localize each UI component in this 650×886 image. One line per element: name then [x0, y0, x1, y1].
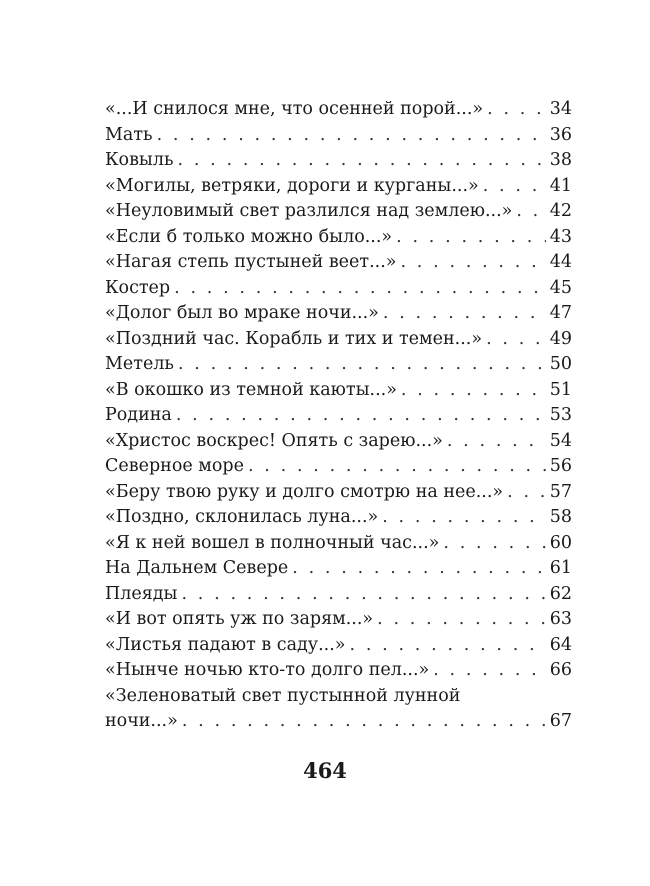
- toc-entry-page: 54: [549, 430, 572, 451]
- toc-entry-page: 41: [549, 175, 572, 196]
- toc-entry: [105, 658, 572, 684]
- toc-entry-page: 62: [549, 583, 572, 604]
- toc-entry: [105, 301, 572, 327]
- toc-entry: [105, 352, 572, 378]
- toc-entry: [105, 531, 572, 557]
- toc-entry: [105, 97, 572, 123]
- toc-leader-dots: [507, 480, 546, 506]
- toc-leader-dots: [157, 123, 546, 149]
- toc-entry-page: 49: [549, 328, 572, 349]
- toc-entry-page: 47: [549, 303, 572, 323]
- toc-leader-dots: [292, 556, 545, 582]
- toc-entry: [105, 225, 572, 251]
- toc-entry-page: 67: [549, 711, 572, 731]
- toc-entry: [105, 633, 572, 659]
- toc-entry-title: На Дальнем Севере: [105, 558, 289, 578]
- toc-entry-page: 42: [549, 201, 572, 221]
- toc-entry: [105, 556, 572, 582]
- toc-leader-dots: [400, 250, 545, 276]
- toc-entry: [105, 403, 572, 429]
- toc-entry: [105, 505, 572, 531]
- toc-leader-dots: [487, 97, 546, 123]
- toc-entry-page: 60: [549, 532, 572, 553]
- toc-leader-dots: [181, 582, 545, 608]
- toc-leader-dots: [174, 276, 546, 302]
- toc-entry-title: «Долог был во мраке ночи...»: [105, 303, 379, 323]
- toc-entry: [105, 199, 572, 225]
- toc-entry: [105, 607, 572, 633]
- toc-entry-page: 38: [549, 150, 572, 170]
- toc-entry-title: «Христос воскрес! Опять с зарею...»: [105, 430, 443, 451]
- toc-entry-page: 34: [549, 99, 572, 119]
- toc-entry-title-line1: «Зеленоватый свет пустынной лунной: [105, 685, 461, 706]
- toc-entry-title: «Поздно, склонилась луна...»: [105, 507, 379, 527]
- toc-entry-page: 61: [549, 558, 572, 578]
- toc-entry-page: 36: [549, 124, 572, 145]
- toc-leader-dots: [486, 327, 546, 353]
- toc-entry: [105, 454, 572, 480]
- toc-entry-page: 50: [549, 354, 572, 374]
- table-of-contents: [105, 97, 572, 735]
- toc-entry-title-line2: ночи...»: [105, 711, 178, 731]
- toc-entry-page: 56: [549, 456, 572, 476]
- toc-entry-title: «Поздний час. Корабль и тих и темен...»: [105, 328, 483, 349]
- toc-entry-page: 57: [549, 481, 572, 502]
- toc-entry-page: 64: [549, 634, 572, 655]
- toc-entry-title: Костер: [105, 277, 171, 298]
- toc-leader-dots: [516, 199, 545, 225]
- toc-entry-page: 63: [549, 609, 572, 629]
- toc-entry-page: 45: [549, 277, 572, 298]
- toc-entry-title: «Могилы, ветряки, дороги и курганы...»: [105, 175, 479, 196]
- toc-leader-dots: [350, 633, 546, 659]
- toc-entry-title: «...И снилося мне, что осенней порой...»: [105, 99, 484, 119]
- toc-entry: [105, 582, 572, 608]
- toc-leader-dots: [447, 429, 546, 455]
- toc-entry-title: Метель: [105, 354, 174, 374]
- toc-entry: [105, 123, 572, 149]
- toc-leader-dots: [443, 531, 545, 557]
- toc-leader-dots: [382, 505, 546, 531]
- toc-entry-title: «Беру твою руку и долго смотрю на нее...»: [105, 481, 504, 502]
- toc-leader-dots: [248, 454, 546, 480]
- toc-entry-title: Мать: [105, 124, 153, 145]
- toc-entry: [105, 480, 572, 506]
- toc-entry-title: Плеяды: [105, 583, 178, 604]
- toc-entry-title: «Я к ней вошел в полночный час...»: [105, 532, 440, 553]
- toc-leader-dots: [383, 301, 546, 327]
- toc-entry: [105, 148, 572, 174]
- toc-leader-dots: [401, 378, 546, 404]
- toc-entry-title: «Листья падают в саду...»: [105, 634, 346, 655]
- toc-leader-dots: [182, 709, 546, 735]
- toc-entry-continuation: [105, 709, 572, 735]
- toc-entry: [105, 250, 572, 276]
- toc-entry-page: 58: [549, 507, 572, 527]
- toc-entry-page: 43: [549, 226, 572, 247]
- toc-entry-title: «И вот опять уж по зарям...»: [105, 609, 374, 629]
- toc-entry-page: 66: [549, 660, 572, 680]
- toc-leader-dots: [178, 148, 546, 174]
- toc-entry-page: 44: [549, 252, 572, 272]
- toc-entry-title: «В окошко из темной каюты...»: [105, 379, 397, 400]
- toc-entry: [105, 429, 572, 455]
- toc-entry: [105, 276, 572, 302]
- toc-leader-dots: [433, 658, 545, 684]
- toc-entry: [105, 378, 572, 404]
- toc-entry-title: Ковыль: [105, 150, 174, 170]
- toc-entry-page: 51: [549, 379, 572, 400]
- toc-leader-dots: [377, 607, 546, 633]
- page-number: 464: [303, 758, 347, 783]
- toc-leader-dots: [396, 225, 546, 251]
- toc-leader-dots: [483, 174, 546, 200]
- toc-entry-multiline: [105, 684, 572, 735]
- toc-leader-dots: [176, 403, 546, 429]
- toc-entry-title: Родина: [105, 405, 172, 425]
- toc-entry: [105, 327, 572, 353]
- toc-entry-page: 53: [549, 405, 572, 425]
- toc-entry-title: «Неуловимый свет разлился над землею...»: [105, 201, 513, 221]
- toc-entry-title: «Если б только можно было...»: [105, 226, 393, 247]
- toc-entry-title: «Нынче ночью кто-то долго пел...»: [105, 660, 430, 680]
- toc-leader-dots: [178, 352, 546, 378]
- toc-entry: [105, 174, 572, 200]
- toc-entry-title: Северное море: [105, 456, 244, 476]
- toc-entry-title: «Нагая степь пустыней веет...»: [105, 252, 397, 272]
